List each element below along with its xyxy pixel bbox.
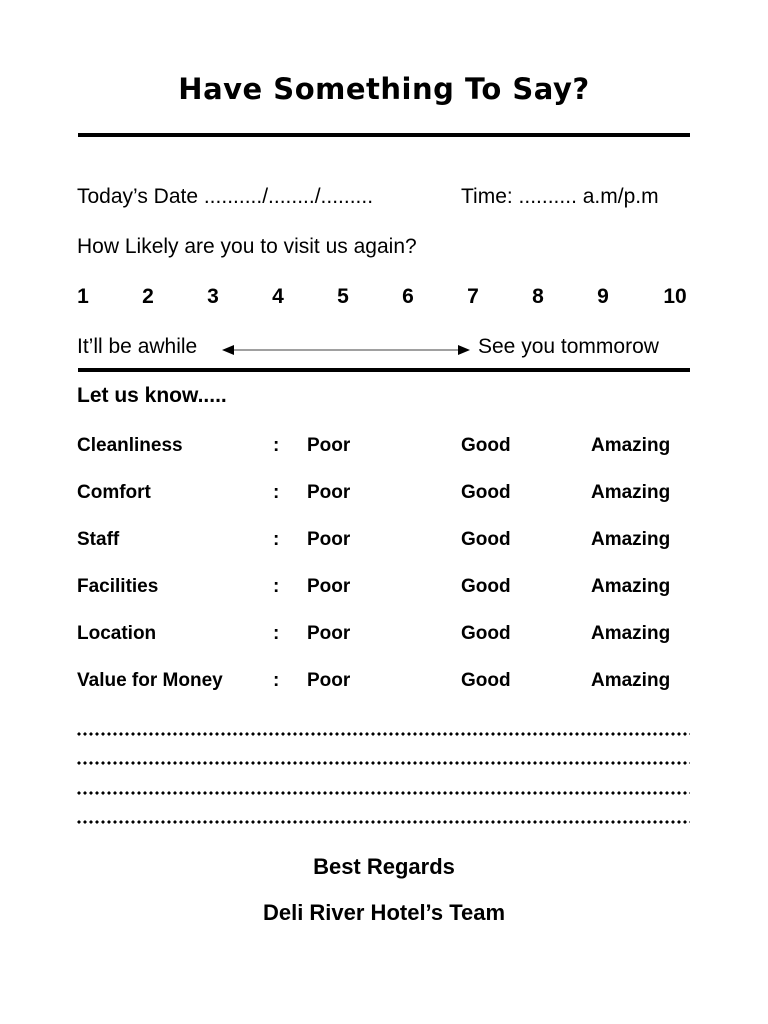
rating-row-facilities — [0, 576, 768, 600]
scale-option-6[interactable]: 6 — [402, 285, 414, 308]
rating-colon: : — [273, 435, 280, 456]
rating-option-poor[interactable]: Poor — [307, 435, 351, 456]
scale-option-9[interactable]: 9 — [597, 285, 609, 308]
rating-row-comfort — [0, 482, 768, 506]
rating-option-good[interactable]: Good — [461, 529, 511, 550]
comment-line[interactable] — [76, 791, 690, 797]
rating-option-good[interactable]: Good — [461, 623, 511, 644]
rating-label: Facilities — [77, 576, 159, 597]
rating-option-good[interactable]: Good — [461, 670, 511, 691]
scale-option-1[interactable]: 1 — [77, 285, 89, 308]
comment-line[interactable] — [76, 732, 690, 738]
rating-option-amazing[interactable]: Amazing — [591, 670, 671, 691]
rating-option-poor[interactable]: Poor — [307, 576, 351, 597]
rating-label: Staff — [77, 529, 120, 550]
rating-option-amazing[interactable]: Amazing — [591, 435, 671, 456]
scale-option-2[interactable]: 2 — [142, 285, 154, 308]
rating-row-staff — [0, 529, 768, 553]
rating-option-poor[interactable]: Poor — [307, 670, 351, 691]
rating-option-amazing[interactable]: Amazing — [591, 576, 671, 597]
rating-label: Cleanliness — [77, 435, 183, 456]
section-divider — [78, 368, 690, 372]
rating-option-amazing[interactable]: Amazing — [591, 623, 671, 644]
scale-option-4[interactable]: 4 — [272, 285, 284, 308]
rating-colon: : — [273, 670, 280, 691]
scale-high-label: See you tommorow — [478, 335, 659, 358]
scale-option-10[interactable]: 10 — [663, 285, 687, 308]
scale-option-7[interactable]: 7 — [467, 285, 479, 308]
rating-label: Location — [77, 623, 157, 644]
closing-greeting: Best Regards — [313, 854, 455, 879]
scale-option-5[interactable]: 5 — [337, 285, 349, 308]
rating-colon: : — [273, 623, 280, 644]
rating-colon: : — [273, 482, 280, 503]
rating-option-poor[interactable]: Poor — [307, 623, 351, 644]
comment-line[interactable] — [76, 761, 690, 767]
rating-row-cleanliness — [0, 435, 768, 459]
visit-again-question: How Likely are you to visit us again? — [77, 235, 417, 258]
likelihood-scale — [0, 285, 768, 311]
rating-label: Comfort — [77, 482, 151, 503]
comment-line[interactable] — [76, 820, 690, 826]
rating-option-amazing[interactable]: Amazing — [591, 529, 671, 550]
scale-option-8[interactable]: 8 — [532, 285, 544, 308]
form-title: Have Something To Say? — [178, 72, 590, 106]
rating-option-poor[interactable]: Poor — [307, 482, 351, 503]
time-field[interactable]: Time: .......... a.m/p.m — [461, 185, 659, 208]
rating-colon: : — [273, 529, 280, 550]
rating-option-poor[interactable]: Poor — [307, 529, 351, 550]
section-heading: Let us know..... — [77, 384, 227, 407]
rating-option-good[interactable]: Good — [461, 576, 511, 597]
rating-option-good[interactable]: Good — [461, 482, 511, 503]
rating-row-value-for-money — [0, 670, 768, 694]
rating-option-amazing[interactable]: Amazing — [591, 482, 671, 503]
closing-signature: Deli River Hotel’s Team — [262, 900, 506, 925]
scale-option-3[interactable]: 3 — [207, 285, 219, 308]
double-arrow-icon — [222, 342, 470, 358]
date-field[interactable]: Today’s Date ........../......../......... — [77, 185, 374, 208]
rating-label: Value for Money — [77, 670, 223, 691]
scale-low-label: It’ll be awhile — [77, 335, 198, 358]
title-divider — [78, 133, 690, 137]
rating-option-good[interactable]: Good — [461, 435, 511, 456]
rating-colon: : — [273, 576, 280, 597]
rating-row-location — [0, 623, 768, 647]
